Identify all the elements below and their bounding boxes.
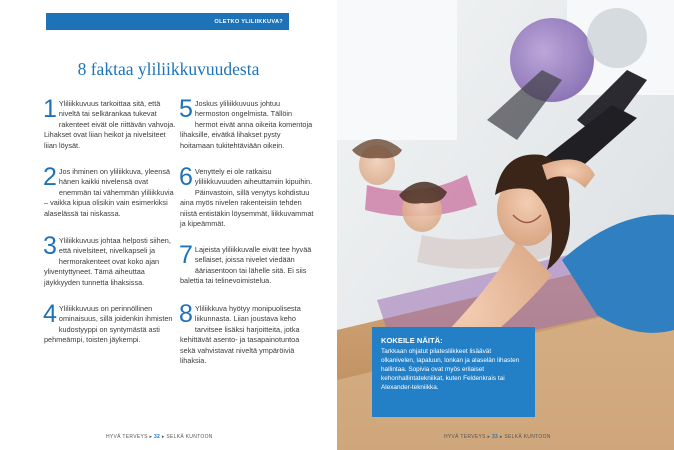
fact-text: Yliliikkuvuus johtaa helposti siihen, että nivelsiteet, nivelkapseli ja hermorakenteet ovat koko ajan yliventyttyneet. Tämä aiheuttaa jäykkyyden tunnetta lihaksissa.	[44, 236, 171, 287]
page-title: 8 faktaa yliliikkuvuudesta	[77, 59, 260, 79]
fact-number: 3	[43, 232, 57, 260]
fact-number: 6	[179, 163, 193, 191]
fact-2	[43, 163, 179, 219]
fact-number: 5	[179, 95, 193, 123]
footer-magazine: HYVÄ TERVEYS	[106, 434, 148, 440]
page-footer-left	[106, 434, 213, 440]
fact-number: 7	[179, 241, 193, 269]
footer-section: SELKÄ KUNTOON	[166, 434, 213, 440]
page-number: 32	[153, 434, 161, 440]
footer-magazine: HYVÄ TERVEYS	[444, 434, 486, 440]
fact-5	[179, 95, 315, 151]
fact-6	[179, 163, 315, 229]
footer-separator-icon: ▸	[487, 434, 492, 440]
section-tab	[46, 13, 289, 30]
footer-separator-icon: ▸	[161, 434, 167, 440]
fact-4	[43, 300, 179, 346]
fact-text: Joskus yliliikkuvuus johtuu hermoston ongelmista. Tällöin hermot eivät anna oikeita komentoja lihaksille, eivätkä lihakset pysty hoitamaan tukitehtäviään oikein.	[180, 99, 313, 150]
tip-title: KOKEILE NÄITÄ:	[381, 336, 443, 345]
fact-1	[43, 95, 179, 151]
page-number: 33	[491, 434, 499, 440]
fact-3	[43, 232, 179, 288]
fact-text: Yliliikkuvuus on perinnöllinen ominaisuus, sillä joidenkin ihmisten kudostyyppi on syntymästä asti pehmeämpi, toisten jäykempi.	[44, 304, 173, 345]
fact-number: 1	[43, 95, 57, 123]
footer-separator-icon: ▸	[149, 434, 154, 440]
fact-7	[179, 241, 315, 287]
footer-section: SELKÄ KUNTOON	[504, 434, 551, 440]
fact-number: 8	[179, 300, 193, 328]
section-label: OLETKO YLILIIKKUVA?	[214, 18, 283, 25]
fact-text: Jos ihminen on yliliikkuva, yleensä hänen kaikki nivelensä ovat enemmän tai vähemmän yliliikkuvia – vaikka kipua olisikin vain esimerkiksi alaselässä tai niskassa.	[44, 167, 174, 218]
fact-text: Lajeista yliliikkuvalle eivät tee hyvää sellaiset, joissa nivelet viedään ääriasentoon tai lähelle sitä. Ei siis balettia tai telinevoimistelua.	[180, 245, 312, 286]
fact-number: 4	[43, 300, 57, 328]
footer-separator-icon: ▸	[499, 434, 505, 440]
fact-text: Yliliikkuva hyötyy monipuolisesta liikunnasta. Liian joustava keho tarvitsee lisäksi harjoitteita, jotka kehittävät asento- ja tasapainotuntoa sekä vahvistavat niveltä ympäröiviä lihaksia.	[180, 304, 301, 366]
tip-text: Tarkkaan ohjatut pilatesliikkeet lisäävät olkanivelen, lapaluun, lonkan ja alaselän lihasten hallintaa. Sopivia ovat myös erilaiset kehonhallintatekniikat, kuten Feldenkrais tai Alexander-tekniikka.	[381, 348, 520, 391]
tip-box	[372, 327, 535, 417]
fact-8	[179, 300, 315, 366]
page-footer-right	[444, 434, 551, 440]
fact-text: Venyttely ei ole ratkaisu yliliikkuvuuden aiheuttamiin kipuihin. Päinvastoin, sillä venytys kohdistuu aina myös nivelen rakenteisiin tehden niistä entistäkin löysemmät, liikkuvammat ja kipeämmät.	[180, 167, 314, 229]
fact-text: Yliliikkuvuus tarkoittaa sitä, että niveltä tai selkärankaa tukevat rakenteet eivät ole riittävän vahvoja. Lihakset ovat liian heikot ja nivelsiteet liian löysät.	[44, 99, 176, 150]
fact-number: 2	[43, 163, 57, 191]
